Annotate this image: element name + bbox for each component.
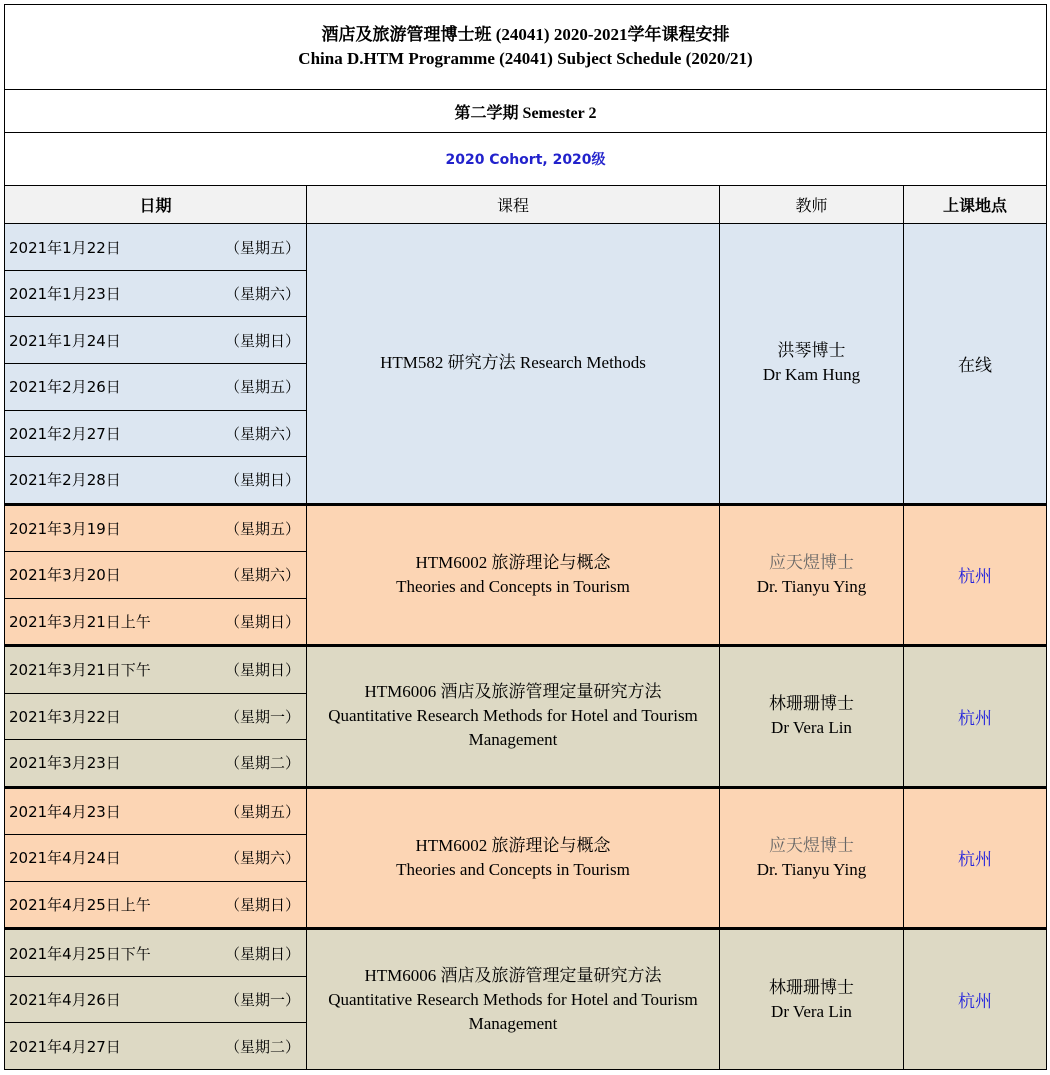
teacher-cell (720, 224, 904, 504)
title-en: China D.HTM Programme (24041) Subject Schedule (2020/21) (298, 48, 753, 68)
date-cell: 2021年1月22日 (5, 224, 195, 271)
teacher-name-zh: 林珊珊博士 (769, 977, 854, 997)
header-course: 课程 (307, 186, 720, 224)
course-title: HTM6002 旅游理论与概念 (415, 835, 611, 855)
weekday-cell: （星期六） (195, 270, 307, 317)
semester-label: 第二学期 Semester 2 (5, 89, 1047, 132)
date-cell: 2021年3月19日 (5, 504, 195, 552)
schedule-row (5, 646, 1047, 694)
teacher-name-en: Dr Vera Lin (771, 1001, 852, 1021)
schedule-row (5, 787, 1047, 835)
weekday-cell: （星期六） (195, 835, 307, 882)
course-title: HTM582 研究方法 Research Methods (380, 353, 646, 373)
weekday-cell: （星期日） (195, 646, 307, 694)
teacher-name-zh: 应天煜博士 (769, 835, 854, 855)
place-cell: 在线 (904, 224, 1047, 504)
place-cell: 杭州 (904, 787, 1047, 929)
weekday-cell: （星期一） (195, 693, 307, 740)
course-cell (307, 787, 720, 929)
date-cell: 2021年2月26日 (5, 363, 195, 410)
schedule-table (4, 4, 1047, 1070)
weekday-cell: （星期六） (195, 552, 307, 599)
weekday-cell: （星期日） (195, 317, 307, 364)
teacher-name-zh: 洪琴博士 (777, 341, 846, 361)
course-subtitle: Theories and Concepts in Tourism (396, 576, 630, 596)
weekday-cell: （星期五） (195, 224, 307, 271)
course-cell (307, 224, 720, 504)
teacher-name-zh: 林珊珊博士 (769, 694, 854, 714)
date-cell: 2021年4月25日下午 (5, 929, 195, 977)
teacher-cell (720, 504, 904, 646)
header-place: 上课地点 (904, 186, 1047, 224)
course-title: HTM6002 旅游理论与概念 (415, 552, 611, 572)
course-title: HTM6006 酒店及旅游管理定量研究方法 (364, 682, 662, 702)
date-cell: 2021年4月24日 (5, 835, 195, 882)
course-cell (307, 646, 720, 788)
schedule-row (5, 504, 1047, 552)
date-cell: 2021年2月28日 (5, 457, 195, 505)
weekday-cell: （星期日） (195, 881, 307, 929)
teacher-cell (720, 787, 904, 929)
date-cell: 2021年4月26日 (5, 976, 195, 1023)
date-cell: 2021年1月24日 (5, 317, 195, 364)
header-date: 日期 (5, 186, 307, 224)
teacher-cell (720, 646, 904, 788)
weekday-cell: （星期六） (195, 410, 307, 457)
date-cell: 2021年4月27日 (5, 1023, 195, 1070)
schedule-row (5, 224, 1047, 271)
title-zh: 酒店及旅游管理博士班 (24041) 2020-2021学年课程安排 (321, 24, 730, 44)
course-subtitle: Theories and Concepts in Tourism (396, 859, 630, 879)
teacher-name-en: Dr. Tianyu Ying (756, 576, 867, 596)
teacher-name-zh: 应天煜博士 (769, 552, 854, 572)
course-cell (307, 504, 720, 646)
schedule-title (5, 5, 1047, 90)
weekday-cell: （星期日） (195, 598, 307, 646)
date-cell: 2021年3月21日上午 (5, 598, 195, 646)
course-cell (307, 929, 720, 1070)
teacher-name-en: Dr Vera Lin (771, 718, 852, 738)
cohort-label: 2020 Cohort, 2020级 (5, 133, 1047, 186)
weekday-cell: （星期五） (195, 363, 307, 410)
weekday-cell: （星期日） (195, 457, 307, 505)
date-cell: 2021年4月25日上午 (5, 881, 195, 929)
teacher-cell (720, 929, 904, 1070)
place-cell: 杭州 (904, 646, 1047, 788)
weekday-cell: （星期二） (195, 740, 307, 788)
date-cell: 2021年3月20日 (5, 552, 195, 599)
weekday-cell: （星期五） (195, 787, 307, 835)
teacher-name-en: Dr. Tianyu Ying (756, 859, 867, 879)
teacher-name-en: Dr Kam Hung (762, 365, 861, 385)
header-teacher: 教师 (720, 186, 904, 224)
course-subtitle: Quantitative Research Methods for Hotel and Tourism Management (328, 706, 698, 750)
date-cell: 2021年3月21日下午 (5, 646, 195, 694)
date-cell: 2021年3月23日 (5, 740, 195, 788)
date-cell: 2021年1月23日 (5, 270, 195, 317)
date-cell: 2021年2月27日 (5, 410, 195, 457)
weekday-cell: （星期日） (195, 929, 307, 977)
weekday-cell: （星期一） (195, 976, 307, 1023)
course-subtitle: Quantitative Research Methods for Hotel and Tourism Management (328, 989, 698, 1033)
place-cell: 杭州 (904, 929, 1047, 1070)
weekday-cell: （星期五） (195, 504, 307, 552)
date-cell: 2021年3月22日 (5, 693, 195, 740)
schedule-row (5, 929, 1047, 977)
date-cell: 2021年4月23日 (5, 787, 195, 835)
course-title: HTM6006 酒店及旅游管理定量研究方法 (364, 965, 662, 985)
place-cell: 杭州 (904, 504, 1047, 646)
weekday-cell: （星期二） (195, 1023, 307, 1070)
